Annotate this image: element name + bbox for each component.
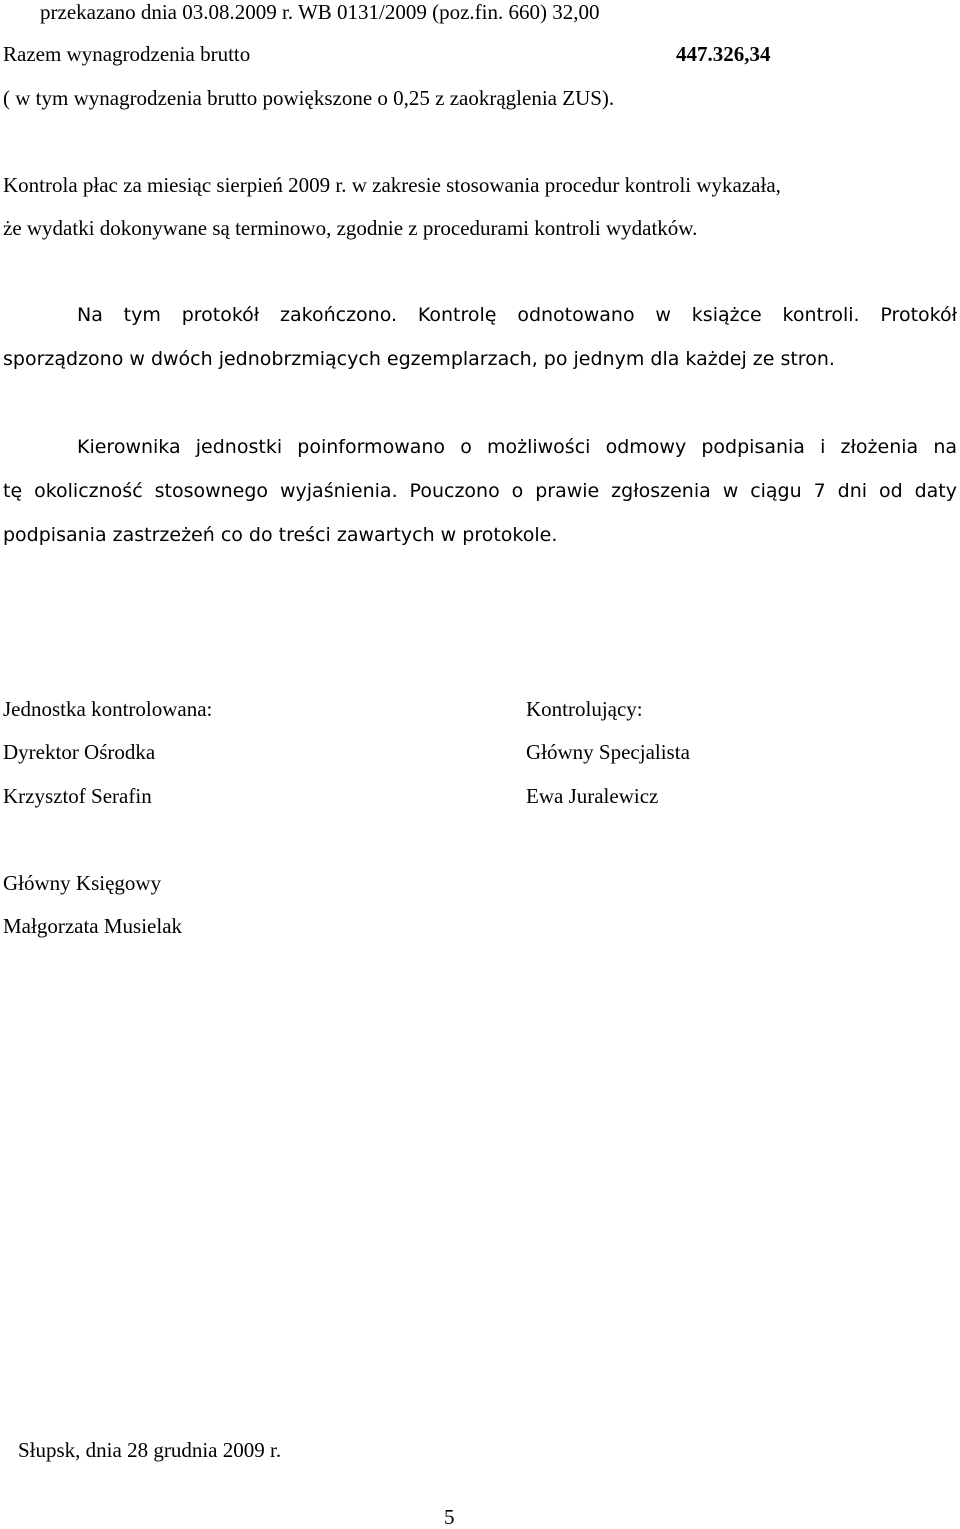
place-and-date: Słupsk, dnia 28 grudnia 2009 r. <box>18 1438 282 1462</box>
gross-total-value: 447.326,34 <box>676 42 771 66</box>
chief-accountant-title: Główny Księgowy <box>3 871 162 895</box>
closing-paragraph-line-2: sporządzono w dwóch jednobrzmiących egzemplarzach, po jednym dla każdej ze stron. <box>3 348 835 370</box>
inspector-title: Główny Specjalista <box>526 740 690 764</box>
inspector-heading: Kontrolujący: <box>526 697 643 721</box>
controlled-unit-heading: Jednostka kontrolowana: <box>3 697 213 721</box>
info-paragraph-line-3: podpisania zastrzeżeń co do treści zawartych w protokole. <box>3 524 558 546</box>
transfer-line: przekazano dnia 03.08.2009 r. WB 0131/2009 (poz.fin. 660) 32,00 <box>40 0 600 24</box>
controlled-unit-title: Dyrektor Ośrodka <box>3 740 156 764</box>
controlled-unit-name: Krzysztof Serafin <box>3 784 152 808</box>
gross-note: ( w tym wynagrodzenia brutto powiększone o 0,25 z zaokrąglenia ZUS). <box>3 86 615 110</box>
chief-accountant-name: Małgorzata Musielak <box>3 914 183 938</box>
inspector-name: Ewa Juralewicz <box>526 784 659 808</box>
closing-paragraph-line-1: Na tym protokół zakończono. Kontrolę odnotowano w książce kontroli. Protokół <box>77 304 957 326</box>
gross-total-label: Razem wynagrodzenia brutto <box>3 42 251 66</box>
info-paragraph-line-2: tę okoliczność stosownego wyjaśnienia. Pouczono o prawie zgłoszenia w ciągu 7 dni od daty <box>3 480 957 502</box>
page-number: 5 <box>444 1505 455 1529</box>
control-paragraph-line-1: Kontrola płac za miesiąc sierpień 2009 r. w zakresie stosowania procedur kontroli wykazała, <box>3 173 781 197</box>
info-paragraph-line-1: Kierownika jednostki poinformowano o możliwości odmowy podpisania i złożenia na <box>77 436 957 458</box>
control-paragraph-line-2: że wydatki dokonywane są terminowo, zgodnie z procedurami kontroli wydatków. <box>3 216 698 240</box>
